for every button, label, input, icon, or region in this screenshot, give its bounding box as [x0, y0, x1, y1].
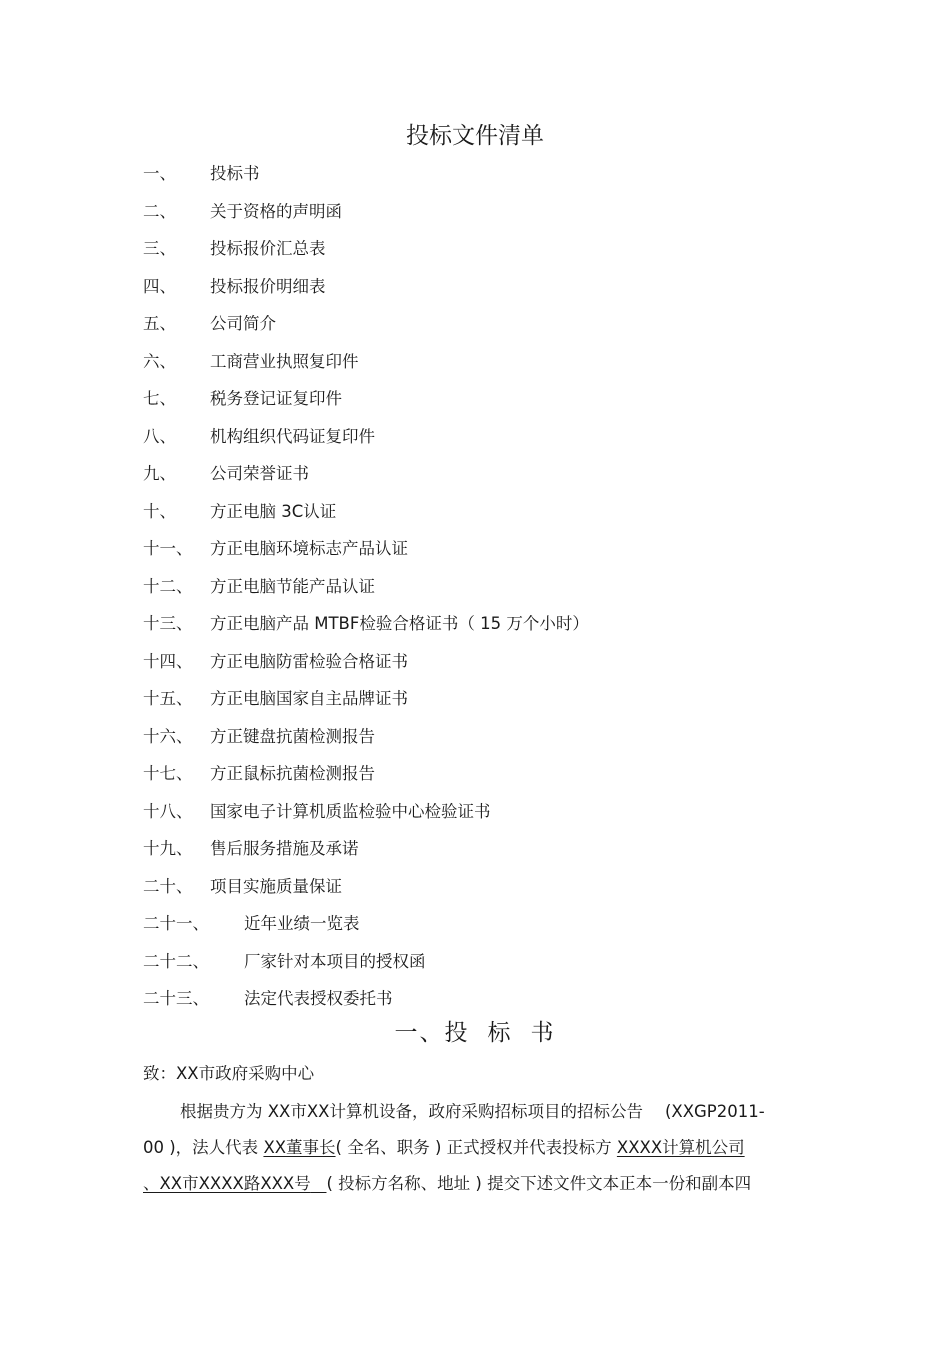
- toc-item-number: 六、: [143, 351, 176, 371]
- toc-item-label: 国家电子计算机质监检验中心检验证书: [210, 801, 491, 821]
- toc-item-label: 方正电脑环境标志产品认证: [210, 539, 408, 558]
- toc-item-number: 八、: [143, 426, 176, 446]
- toc-item: [143, 943, 843, 981]
- toc-item-number: 十四、: [143, 651, 193, 671]
- section-title-char: 投: [444, 1020, 470, 1046]
- toc-item: [143, 530, 843, 568]
- section-title-char: 标: [487, 1020, 513, 1046]
- toc-item-label: 机构组织代码证复印件: [210, 426, 375, 446]
- toc-item: [143, 305, 843, 343]
- toc-item-label: 方正电脑防雷检验合格证书: [210, 651, 408, 671]
- toc-item-label: 项目实施质量保证: [210, 876, 342, 896]
- toc-item: [143, 605, 843, 643]
- representative-name: XX董事长: [263, 1138, 336, 1157]
- document-title: 投标文件清单: [406, 123, 544, 149]
- toc-item-label: 投标报价汇总表: [210, 239, 326, 258]
- toc-item-number: 九、: [143, 464, 176, 483]
- toc-item: [143, 193, 843, 231]
- toc-item: [143, 643, 843, 681]
- toc-item-number: 四、: [143, 276, 176, 296]
- toc-item-number: 十七、: [143, 764, 193, 783]
- tender-code: (XXGP2011-: [664, 1102, 765, 1121]
- toc-item-label: 投标书: [210, 164, 260, 183]
- toc-item-number: 十八、: [143, 801, 193, 821]
- toc-item: [143, 868, 843, 906]
- body-text: ( 投标方名称、地址 ) 提交下述文件文本正本一份和副本四: [326, 1174, 752, 1193]
- toc-item-label: 方正电脑节能产品认证: [210, 576, 375, 596]
- toc-item: [143, 418, 843, 456]
- body-text: 00 )，法人代表: [143, 1138, 264, 1157]
- toc-item-label: 法定代表授权委托书: [244, 989, 393, 1008]
- body-paragraph-line: [143, 1098, 808, 1126]
- toc-item-number: 五、: [143, 314, 176, 333]
- toc-item-label: 工商营业执照复印件: [210, 351, 359, 371]
- toc-item-number: 二、: [143, 201, 176, 221]
- toc-item-number: 十、: [143, 501, 176, 521]
- toc-item: [143, 155, 843, 193]
- toc-item: [143, 980, 843, 1018]
- toc-item-label: 投标报价明细表: [210, 276, 326, 296]
- toc-item-label: 公司简介: [210, 314, 276, 333]
- toc-item: [143, 568, 843, 606]
- toc-item-number: 七、: [143, 389, 176, 408]
- toc-item: [143, 493, 843, 531]
- body-paragraph-line: [143, 1170, 808, 1198]
- body-paragraph-line: [143, 1134, 808, 1162]
- toc-item-number: 一、: [143, 164, 176, 183]
- toc-item: [143, 380, 843, 418]
- toc-item-number: 二十、: [143, 876, 193, 896]
- toc-item-number: 十二、: [143, 576, 193, 596]
- toc-item-number: 二十三、: [143, 989, 209, 1008]
- section-title-char: 书: [530, 1020, 556, 1046]
- toc-item: [143, 680, 843, 718]
- toc-item: [143, 830, 843, 868]
- toc-item: [143, 793, 843, 831]
- toc-item-number: 三、: [143, 239, 176, 258]
- section-title: [0, 1016, 950, 1050]
- toc-item-number: 十六、: [143, 726, 193, 746]
- toc-item: [143, 905, 843, 943]
- toc-item: [143, 343, 843, 381]
- bidder-address: 、XX市XXXX路XXX号: [143, 1174, 311, 1193]
- toc-item-label: 近年业绩一览表: [244, 914, 360, 933]
- toc-list: [143, 155, 843, 1018]
- section-number: 一、: [394, 1020, 445, 1046]
- toc-item: [143, 268, 843, 306]
- toc-item-number: 二十一、: [143, 914, 209, 933]
- toc-item-label: 税务登记证复印件: [210, 389, 342, 408]
- toc-item-label: 方正电脑国家自主品牌证书: [210, 689, 408, 708]
- toc-item-label: 售后服务措施及承诺: [210, 839, 359, 858]
- toc-item-number: 十五、: [143, 689, 193, 708]
- toc-item-label: 厂家针对本项目的授权函: [244, 951, 426, 971]
- body-text: ( 全名、职务 ) 正式授权并代表投标方: [335, 1138, 617, 1157]
- bidder-company: XXXX计算机公司: [616, 1138, 745, 1157]
- toc-item-label: 方正键盘抗菌检测报告: [210, 726, 375, 746]
- toc-item-label: 公司荣誉证书: [210, 464, 309, 483]
- toc-item: [143, 718, 843, 756]
- body-text: 根据贵方为 XX市XX计算机设备，政府采购招标项目的招标公告: [180, 1102, 643, 1121]
- toc-item: [143, 455, 843, 493]
- toc-item-number: 十一、: [143, 539, 193, 558]
- salutation: 致：XX市政府采购中心: [143, 1064, 315, 1083]
- toc-item-label: 关于资格的声明函: [210, 201, 342, 221]
- toc-item-number: 十三、: [143, 614, 193, 633]
- toc-item-number: 二十二、: [143, 951, 209, 971]
- toc-item-label: 方正电脑产品 MTBF检验合格证书（ 15 万个小时）: [210, 614, 589, 633]
- toc-item-label: 方正电脑 3C认证: [210, 501, 337, 521]
- toc-item: [143, 230, 843, 268]
- toc-item-number: 十九、: [143, 839, 193, 858]
- toc-item-label: 方正鼠标抗菌检测报告: [210, 764, 375, 783]
- toc-item: [143, 755, 843, 793]
